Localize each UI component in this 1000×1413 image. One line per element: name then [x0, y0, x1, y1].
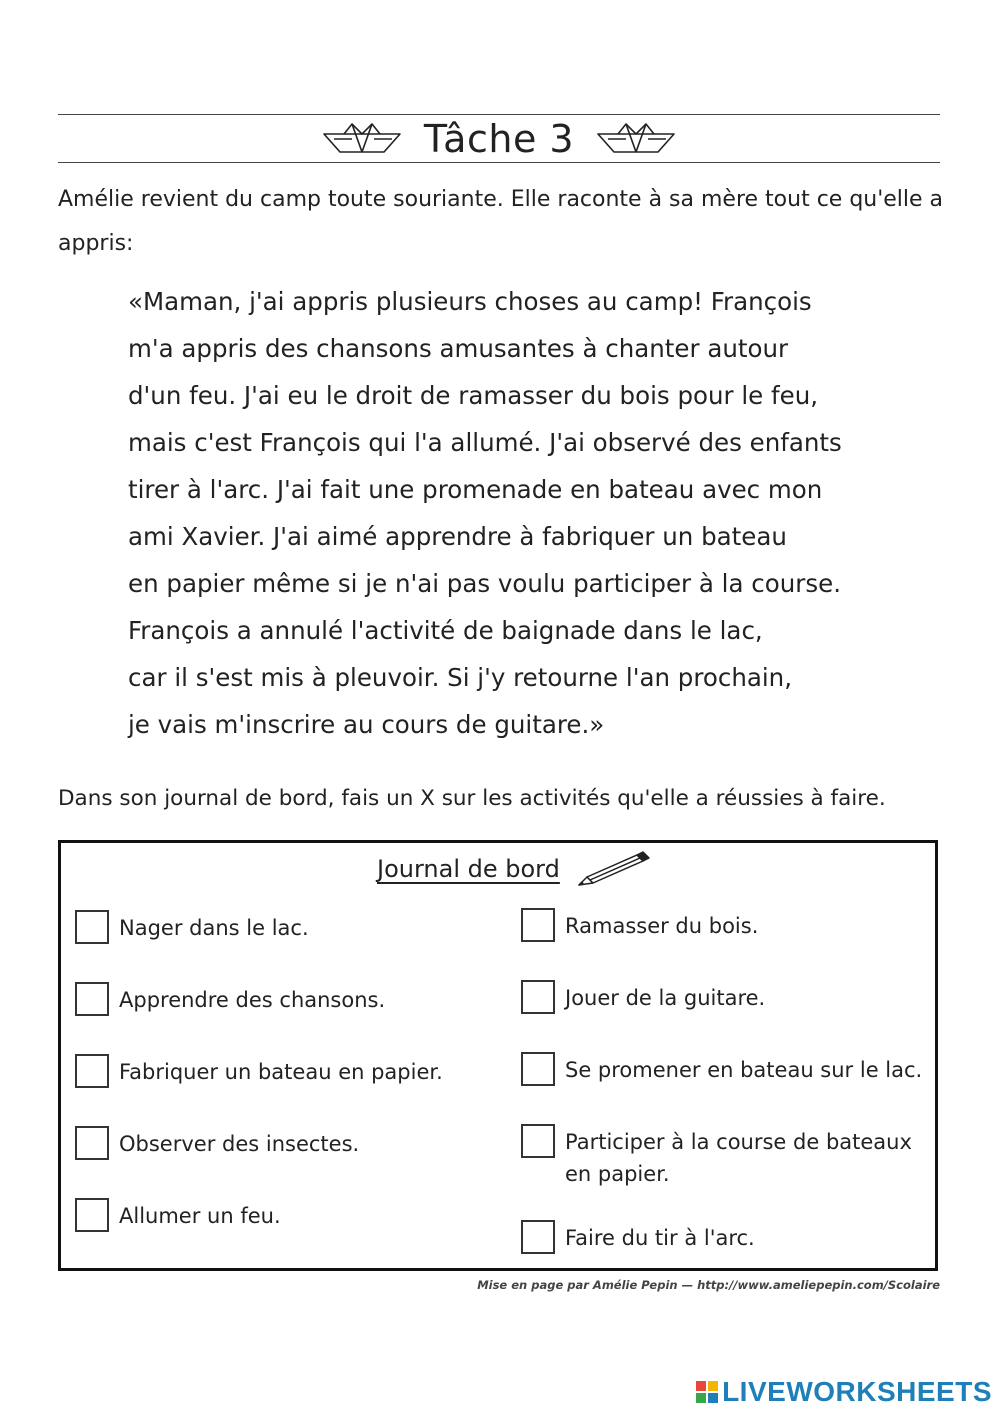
- journal-item-label: Ramasser du bois.: [565, 914, 759, 938]
- story-line: tirer à l'arc. J'ai fait une promenade en bateau avec mon: [128, 475, 823, 504]
- journal-item: [75, 982, 385, 1016]
- journal-item-label: Faire du tir à l'arc.: [565, 1226, 755, 1250]
- journal-item: [75, 1126, 359, 1160]
- checkbox[interactable]: [521, 1124, 555, 1158]
- journal-item-label: Jouer de la guitare.: [565, 986, 766, 1010]
- instruction-text: Dans son journal de bord, fais un X sur les activités qu'elle a réussies à faire.: [58, 786, 886, 811]
- story-line: François a annulé l'activité de baignade dans le lac,: [128, 616, 763, 645]
- story-line: en papier même si je n'ai pas voulu participer à la course.: [128, 569, 841, 598]
- journal-item-label: Nager dans le lac.: [119, 916, 309, 940]
- story-line: car il s'est mis à pleuvoir. Si j'y retourne l'an prochain,: [128, 663, 792, 692]
- journal-item-label: Apprendre des chansons.: [119, 988, 386, 1012]
- liveworksheets-logo-icon: [696, 1381, 718, 1403]
- journal-item: [75, 1198, 281, 1232]
- checkbox[interactable]: [75, 1198, 109, 1232]
- story-line: m'a appris des chansons amusantes à chanter autour: [128, 334, 789, 363]
- journal-item-label: Allumer un feu.: [119, 1204, 281, 1228]
- pencil-icon: [573, 851, 653, 891]
- brand-logo-block[interactable]: [696, 1376, 992, 1408]
- checkbox[interactable]: [75, 1126, 109, 1160]
- checkbox[interactable]: [521, 1220, 555, 1254]
- checkbox[interactable]: [521, 980, 555, 1014]
- page-title: Tâche 3: [423, 117, 575, 161]
- journal-item-label: Participer à la course de bateaux en papier.: [565, 1130, 912, 1186]
- story-line: d'un feu. J'ai eu le droit de ramasser du bois pour le feu,: [128, 381, 819, 410]
- paper-boat-icon: [596, 122, 676, 156]
- title-row: [58, 116, 940, 162]
- journal-item: [75, 910, 309, 944]
- paper-boat-icon: [322, 122, 402, 156]
- story-line: ami Xavier. J'ai aimé apprendre à fabriquer un bateau: [128, 522, 787, 551]
- journal-item-label: Se promener en bateau sur le lac.: [565, 1058, 923, 1082]
- journal-item: [521, 908, 758, 942]
- top-rule: [58, 114, 940, 115]
- checkbox[interactable]: [75, 1054, 109, 1088]
- checkbox[interactable]: [75, 910, 109, 944]
- story-line: «Maman, j'ai appris plusieurs choses au camp! François: [128, 287, 812, 316]
- journal-title: Journal de bord: [377, 855, 560, 883]
- story-quote: [128, 278, 908, 748]
- intro-text: Amélie revient du camp toute souriante. Elle raconte à sa mère tout ce qu'elle a appris:: [58, 187, 944, 256]
- bottom-rule: [58, 162, 940, 163]
- checkbox[interactable]: [75, 982, 109, 1016]
- checkbox[interactable]: [521, 1052, 555, 1086]
- checkbox[interactable]: [521, 908, 555, 942]
- journal-item: [521, 1052, 922, 1086]
- journal-item: [521, 980, 765, 1014]
- footer-credit: Mise en page par Amélie Pepin — http://www.ameliepepin.com/Scolaire: [477, 1278, 940, 1292]
- story-line: mais c'est François qui l'a allumé. J'ai observé des enfants: [128, 428, 842, 457]
- journal-item-label: Fabriquer un bateau en papier.: [119, 1060, 443, 1084]
- journal-item: [75, 1054, 443, 1088]
- story-line: je vais m'inscrire au cours de guitare.»: [128, 710, 605, 739]
- journal-item: [521, 1220, 755, 1254]
- journal-box: [58, 840, 938, 1271]
- journal-item: [521, 1124, 915, 1190]
- journal-item-label: Observer des insectes.: [119, 1132, 360, 1156]
- brand-name: LIVEWORKSHEETS: [722, 1376, 992, 1407]
